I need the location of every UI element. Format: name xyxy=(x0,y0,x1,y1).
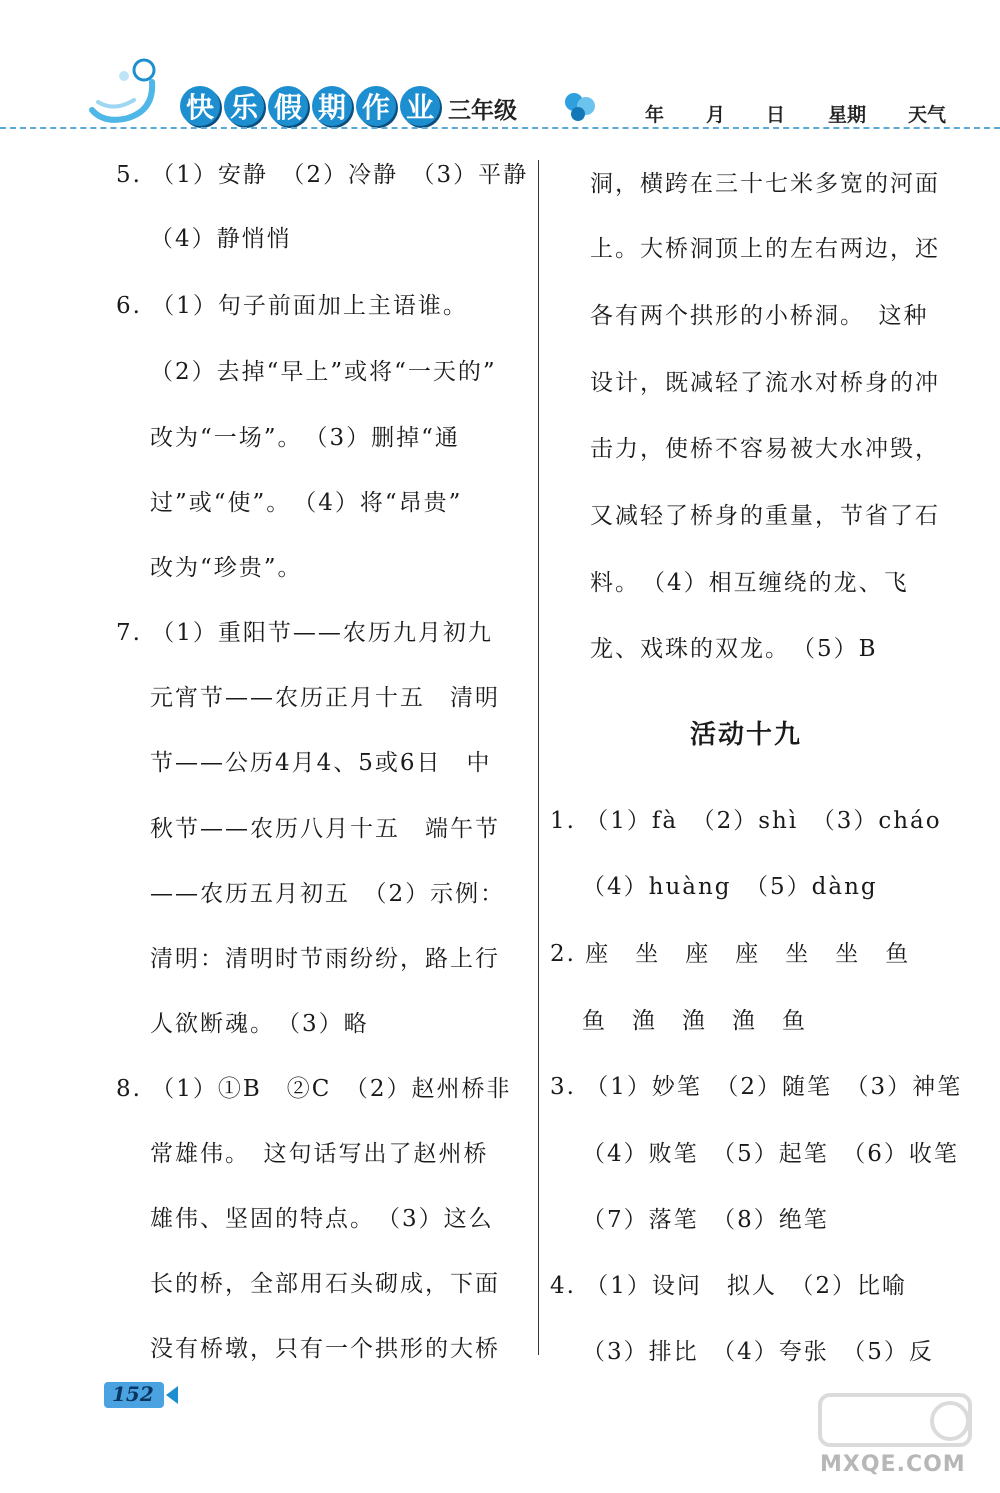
answer-line: 龙、戏珠的双龙。 （5）B xyxy=(590,636,878,662)
answer-line: （7）落笔 （8）绝笔 xyxy=(582,1207,829,1233)
swirl-logo-icon xyxy=(84,52,164,130)
section-title: 活动十九 xyxy=(690,720,803,750)
title-char: 作 xyxy=(356,86,396,126)
title-char: 快 xyxy=(180,86,220,126)
answer-line: 人欲断魂。 （3）略 xyxy=(150,1011,369,1037)
answer-line: （4）huàng （5）dàng xyxy=(582,874,878,900)
header-divider xyxy=(0,127,1000,129)
year-field: 年 xyxy=(645,104,665,126)
answer-line: 没有桥墩，只有一个拱形的大桥 xyxy=(150,1336,500,1362)
answer-line: 料。 （4）相互缠绕的龙、飞 xyxy=(590,570,909,596)
answer-line: （4）静悄悄 xyxy=(150,226,292,252)
answer-line: 过”或“使”。 （4）将“昂贵” xyxy=(150,490,463,516)
answer-line: 各有两个拱形的小桥洞。 这种 xyxy=(590,303,929,329)
answer-line: 又减轻了桥身的重量，节省了石 xyxy=(590,503,940,529)
answer-line: 常雄伟。 这句话写出了赵州桥 xyxy=(150,1141,489,1167)
answer-line: 清明：清明时节雨纷纷，路上行 xyxy=(150,946,500,972)
answer-line: 6. （1）句子前面加上主语谁。 xyxy=(116,293,468,319)
answer-line: 雄伟、坚固的特点。 （3）这么 xyxy=(150,1206,494,1232)
answer-line: 3. （1）妙笔 （2）随笔 （3）神笔 xyxy=(550,1074,963,1100)
title-char: 乐 xyxy=(224,86,264,126)
column-divider xyxy=(538,160,539,1355)
weekday-field: 星期 xyxy=(828,104,867,126)
answer-line: 5. （1）安静 （2）冷静 （3）平静 xyxy=(116,162,529,188)
weather-field: 天气 xyxy=(908,104,947,126)
answer-line: （3）排比 （4）夸张 （5）反 xyxy=(582,1339,934,1365)
answer-line: 洞，横跨在三十七米多宽的河面 xyxy=(590,171,940,197)
answer-line: 7. （1）重阳节——农历九月初九 xyxy=(116,620,493,646)
answer-line: （2）去掉“早上”或将“一天的” xyxy=(150,359,497,385)
answer-line: 击力，使桥不容易被大水冲毁， xyxy=(590,436,940,462)
answer-line: 长的桥，全部用石头砌成，下面 xyxy=(150,1271,500,1297)
answer-line: 秋节——农历八月十五 端午节 xyxy=(150,816,500,842)
watermark-text: MXQE.COM xyxy=(820,1452,966,1477)
page-number: 152 xyxy=(112,1382,154,1406)
answer-line: 鱼 渔 渔 渔 鱼 xyxy=(582,1008,807,1034)
answer-line: 设计，既减轻了流水对桥身的冲 xyxy=(590,370,940,396)
answer-line: 8. （1）①B ②C （2）赵州桥非 xyxy=(116,1076,512,1102)
answer-line: （4）败笔 （5）起笔 （6）收笔 xyxy=(582,1141,959,1167)
grade-label: 三年级 xyxy=(448,98,517,124)
day-field: 日 xyxy=(766,104,786,126)
title-char: 业 xyxy=(400,86,440,126)
answer-line: 节——公历4月4、5或6日 中 xyxy=(150,750,492,776)
answer-line: 1. （1）fà （2）shì （3）cháo xyxy=(550,808,942,834)
page-header xyxy=(0,0,1000,140)
answer-line: 2. 座 坐 座 座 坐 坐 鱼 xyxy=(550,941,911,967)
answer-line: 改为“一场”。 （3）删掉“通 xyxy=(150,425,460,451)
month-field: 月 xyxy=(706,104,726,126)
answer-line: 改为“珍贵”。 xyxy=(150,555,303,581)
title-char: 假 xyxy=(268,86,308,126)
answer-line: ——农历五月初五 （2）示例： xyxy=(150,881,506,907)
book-title xyxy=(180,86,440,126)
answer-line: 元宵节——农历正月十五 清明 xyxy=(150,685,500,711)
answer-line: 4. （1）设问 拟人 （2）比喻 xyxy=(550,1273,908,1299)
title-char: 期 xyxy=(312,86,352,126)
balloons-icon xyxy=(562,88,598,124)
answer-line: 上。大桥洞顶上的左右两边，还 xyxy=(590,236,940,262)
